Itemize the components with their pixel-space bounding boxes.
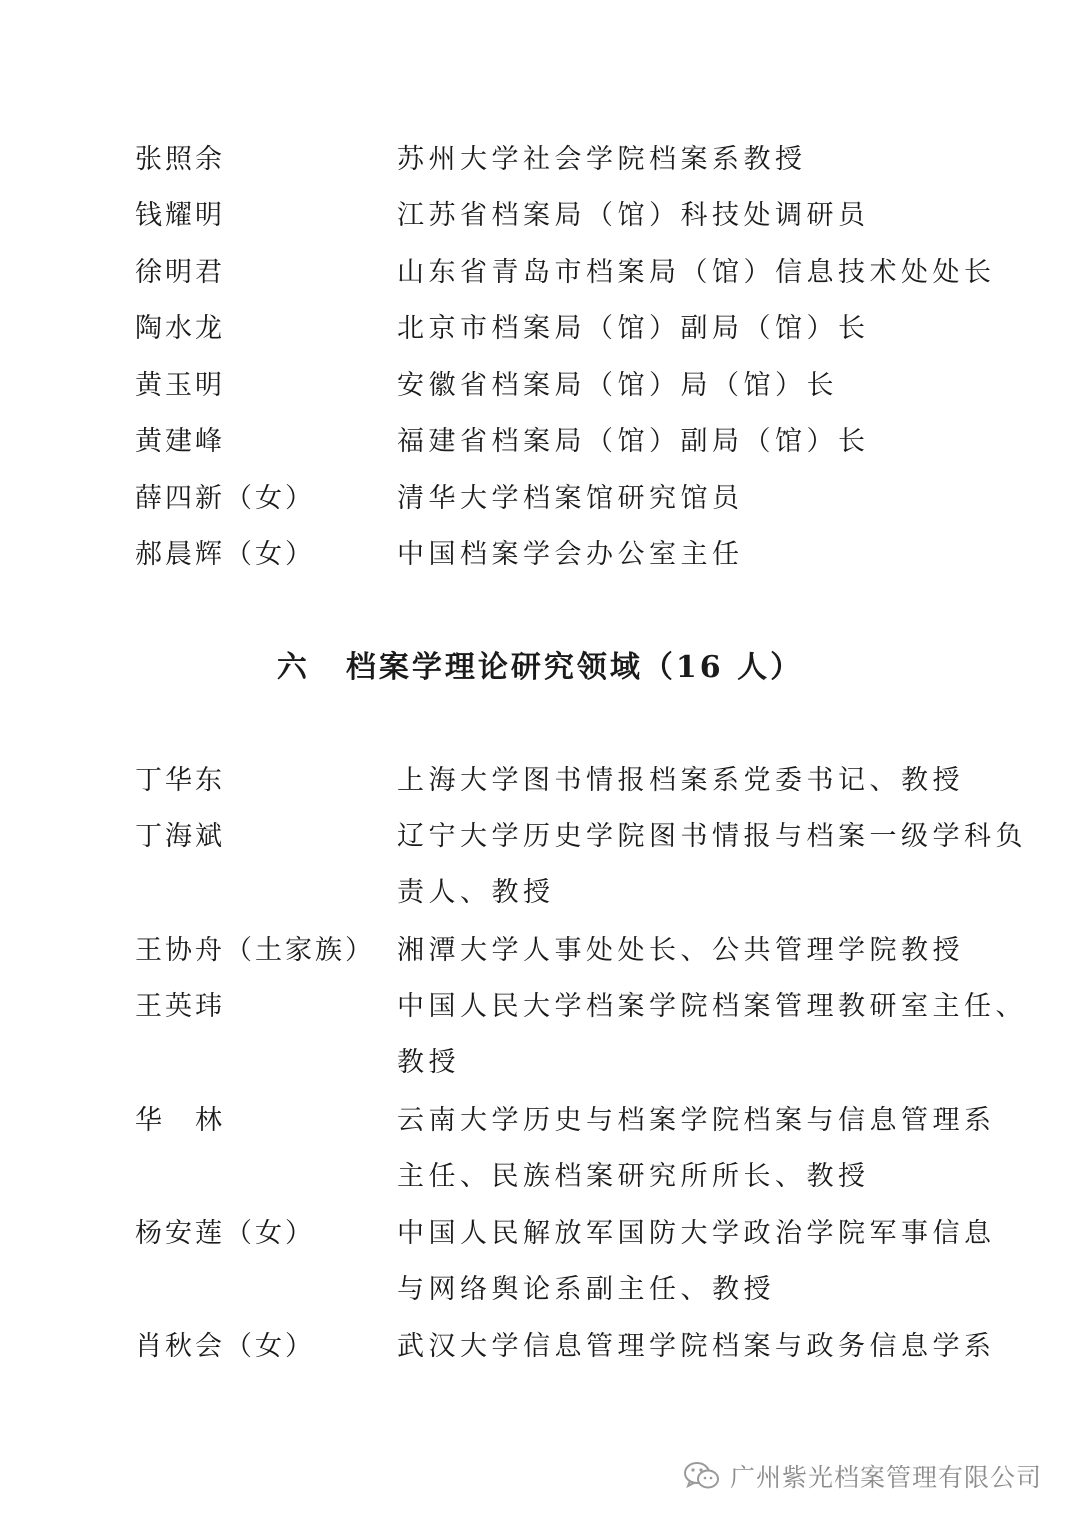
member-title-line: 湘潭大学人事处处长、公共管理学院教授 [397,935,964,966]
member-title-line: 上海大学图书情报档案系党委书记、教授 [397,765,964,796]
member-title-line: 安徽省档案局（馆）局（馆）长 [397,370,838,401]
member-name: 肖秋会（女） [135,1331,315,1362]
member-title [397,1206,996,1318]
section-title: 档案学理论研究领域（16 人） [345,650,804,685]
member-name: 杨安莲（女） [135,1218,315,1249]
member-name: 薛四新（女） [135,483,315,514]
member-name: 郝晨辉（女） [135,539,315,570]
watermark [682,1456,1042,1496]
member-title-line: 主任、民族档案研究所所长、教授 [397,1161,870,1192]
member-title [397,245,996,301]
member-title-line: 中国档案学会办公室主任 [397,539,744,570]
member-title [397,358,957,414]
member-name: 钱耀明 [135,200,225,231]
member-name: 王协舟（土家族） [135,935,375,966]
member-title [397,1319,996,1375]
member-title [397,1093,996,1205]
member-title [397,188,957,244]
member-name: 丁海斌 [135,821,225,852]
member-title-line: 云南大学历史与档案学院档案与信息管理系 [397,1105,996,1136]
member-name: 徐明君 [135,257,225,288]
section-heading [0,640,1080,696]
member-title-line: 与网络舆论系副主任、教授 [397,1274,775,1305]
member-title [397,414,957,470]
member-title-line: 苏州大学社会学院档案系教授 [397,144,807,175]
member-title-line: 江苏省档案局（馆）科技处调研员 [397,200,870,231]
member-title-line: 山东省青岛市档案局（馆）信息技术处处长 [397,257,996,288]
member-title-line: 中国人民大学档案学院档案管理教研室主任、 [397,991,1027,1022]
member-title [397,753,964,809]
member-title [397,923,964,979]
wechat-icon [682,1459,722,1493]
section-number: 六 [276,650,310,685]
member-title [397,809,1027,921]
member-name: 华 林 [135,1105,225,1136]
member-title-line: 北京市档案局（馆）副局（馆）长 [397,313,870,344]
watermark-text: 广州紫光档案管理有限公司 [729,1463,1042,1492]
member-title [397,132,957,188]
member-name: 王英玮 [135,991,225,1022]
member-name: 黄玉明 [135,370,225,401]
member-title-line: 辽宁大学历史学院图书情报与档案一级学科负 [397,821,1027,852]
member-title-line: 福建省档案局（馆）副局（馆）长 [397,426,870,457]
member-title [397,527,957,583]
member-name: 丁华东 [135,765,225,796]
member-title-line: 中国人民解放军国防大学政治学院军事信息 [397,1218,996,1249]
member-title-line: 责人、教授 [397,877,555,908]
member-title-line: 教授 [397,1047,460,1078]
member-name: 黄建峰 [135,426,225,457]
member-title [397,471,957,527]
member-title [397,301,957,357]
member-name: 陶水龙 [135,313,225,344]
member-title [397,979,1027,1091]
member-title-line: 武汉大学信息管理学院档案与政务信息学系 [397,1331,996,1362]
member-title-line: 清华大学档案馆研究馆员 [397,483,744,514]
member-name: 张照余 [135,144,225,175]
